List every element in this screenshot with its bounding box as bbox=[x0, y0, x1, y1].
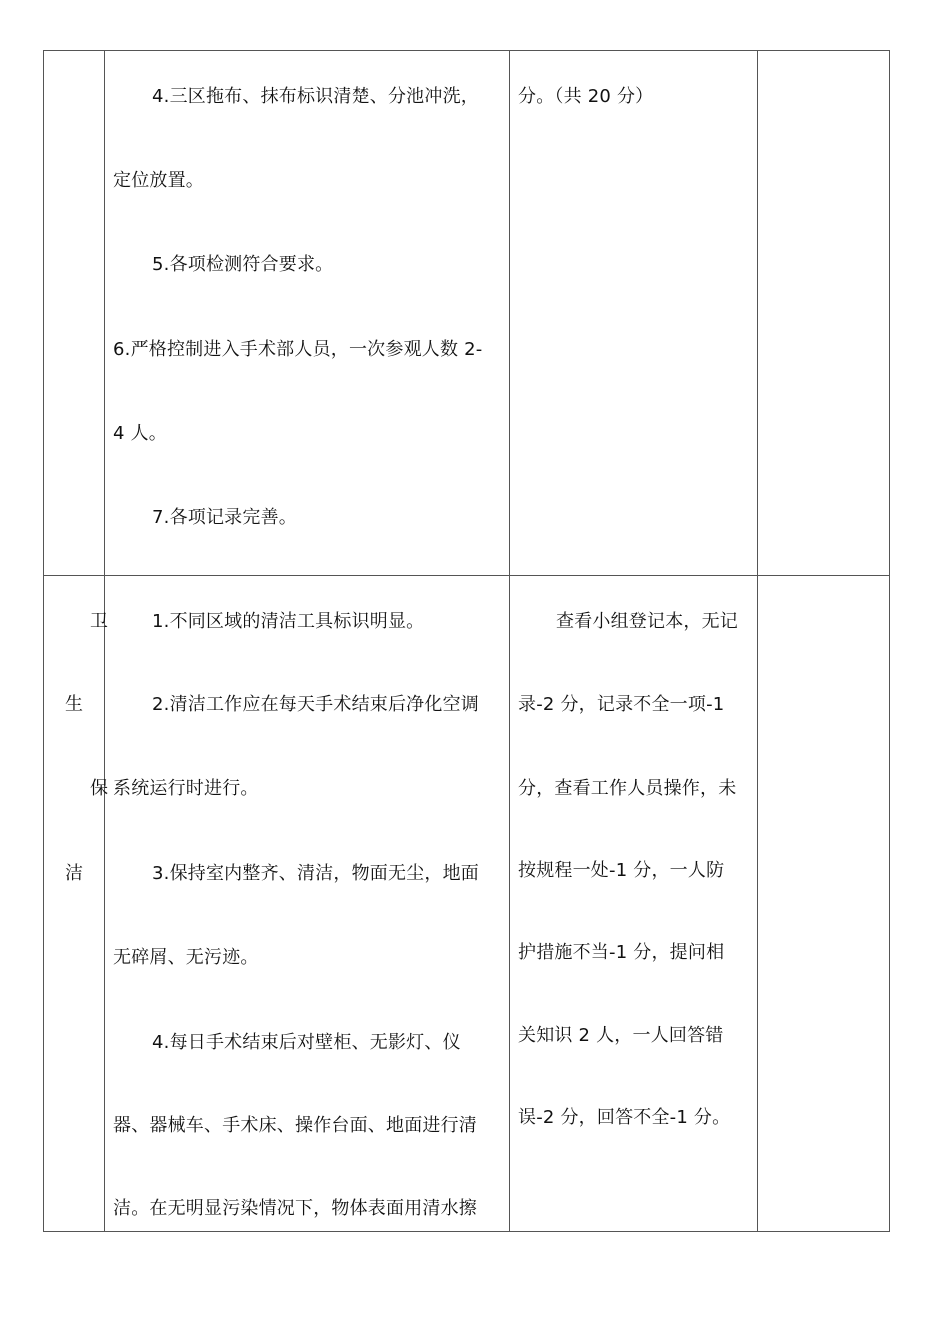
row1-content-line: 5.各项检测符合要求。 bbox=[152, 254, 334, 275]
row1-content-line: 4.三区拖布、抹布标识清楚、分池冲洗， bbox=[152, 86, 479, 107]
row2-score-line: 关知识 2 人，一人回答错 bbox=[518, 1025, 724, 1046]
category-char: 保 bbox=[90, 778, 109, 799]
table-border-bottom bbox=[43, 1231, 890, 1232]
row2-content-line: 无碎屑、无污迹。 bbox=[113, 947, 259, 968]
row2-content-line: 4.每日手术结束后对壁柜、无影灯、仪 bbox=[152, 1032, 461, 1053]
row2-content-line: 系统运行时进行。 bbox=[113, 778, 259, 799]
column-divider-3 bbox=[757, 50, 758, 1232]
row-divider bbox=[43, 575, 890, 576]
row2-score-line: 查看小组登记本，无记 bbox=[556, 611, 738, 632]
row1-content-line: 4 人。 bbox=[113, 423, 167, 444]
row1-content-line: 定位放置。 bbox=[113, 170, 204, 191]
table-border-top bbox=[43, 50, 890, 51]
row1-content-line: 6.严格控制进入手术部人员，一次参观人数 2- bbox=[113, 339, 483, 360]
column-divider-2 bbox=[509, 50, 510, 1232]
row1-score-line: 分。（共 20 分） bbox=[518, 86, 654, 107]
category-char: 生 bbox=[65, 694, 84, 715]
row2-content-line: 1.不同区域的清洁工具标识明显。 bbox=[152, 611, 425, 632]
row1-content-line: 7.各项记录完善。 bbox=[152, 507, 297, 528]
column-divider-1 bbox=[104, 50, 105, 1232]
category-char: 卫 bbox=[90, 611, 109, 632]
row2-content-line: 2.清洁工作应在每天手术结束后净化空调 bbox=[152, 694, 479, 715]
row2-content-line: 3.保持室内整齐、清洁，物面无尘，地面 bbox=[152, 863, 479, 884]
row2-score-line: 按规程一处-1 分，一人防 bbox=[518, 860, 725, 881]
row2-content-line: 器、器械车、手术床、操作台面、地面进行清 bbox=[113, 1115, 477, 1136]
row2-content-line: 洁。在无明显污染情况下，物体表面用清水擦 bbox=[113, 1198, 477, 1219]
row2-score-line: 分，查看工作人员操作，未 bbox=[518, 778, 737, 799]
category-char: 洁 bbox=[65, 863, 84, 884]
table-border-right bbox=[889, 50, 890, 1232]
table-border-left bbox=[43, 50, 44, 1232]
row2-score-line: 误-2 分，回答不全-1 分。 bbox=[518, 1107, 731, 1128]
row2-score-line: 录-2 分，记录不全一项-1 bbox=[518, 694, 725, 715]
row2-score-line: 护措施不当-1 分，提问相 bbox=[518, 942, 725, 963]
